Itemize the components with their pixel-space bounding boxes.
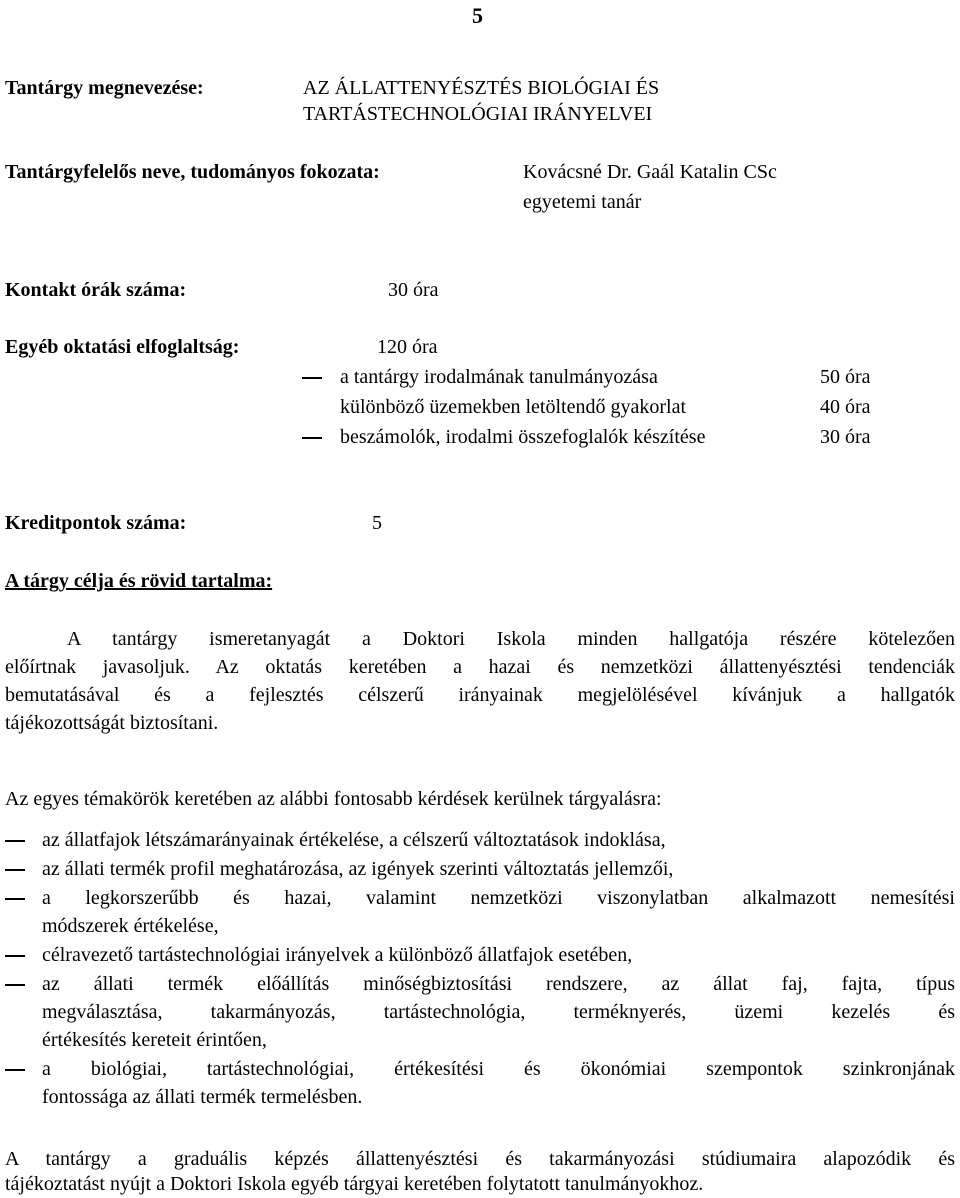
aim-heading: A tárgy célja és rövid tartalma: xyxy=(5,570,273,592)
dash-icon xyxy=(302,377,322,379)
other-workload-label: Egyéb oktatási elfoglaltság: xyxy=(5,336,240,358)
closing-line: tájékoztatást nyújt a Doktori Iskola egyéb tárgyai keretében folytatott tanulmányokhoz. xyxy=(5,1173,704,1195)
workload-item-hours: 30 óra xyxy=(820,426,871,448)
topic-bullet-line: az állati termék előállítás minőségbiztosítási rendszere, az állat faj, fajta, típus xyxy=(42,973,955,995)
topic-bullet-line: a biológiai, tartástechnológiai, értékesítési és ökonómiai szempontok szinkronjának xyxy=(42,1058,955,1080)
topic-bullet-line: célravezető tartástechnológiai irányelvek a különböző állatfajok esetében, xyxy=(42,944,633,966)
closing-line: A tantárgy a graduális képzés állattenyésztési és takarmányozási stúdiumaira alapozódik és xyxy=(5,1148,955,1170)
responsible-name: Kovácsné Dr. Gaál Katalin CSc xyxy=(523,161,777,183)
topic-bullet-line: megválasztása, takarmányozás, tartástechnológia, terméknyerés, üzemi kezelés és xyxy=(42,1001,955,1023)
credits-value: 5 xyxy=(372,512,382,534)
topic-bullet-line: a legkorszerűbb és hazai, valamint nemzetközi viszonylatban alkalmazott nemesítési xyxy=(42,887,955,909)
topic-bullet-line: módszerek értékelése, xyxy=(42,915,219,937)
responsible-position: egyetemi tanár xyxy=(523,191,642,213)
workload-item-hours: 50 óra xyxy=(820,366,871,388)
dash-icon xyxy=(5,1069,25,1071)
aim-paragraph-line: A tantárgy ismeretanyagát a Doktori Iskola minden hallgatója részére kötelezően xyxy=(67,628,955,650)
topic-bullet-line: fontossága az állati termék termelésben. xyxy=(42,1086,363,1108)
page-number: 5 xyxy=(472,3,483,28)
dash-icon xyxy=(5,984,25,986)
subject-title-line1: AZ ÁLLATTENYÉSZTÉS BIOLÓGIAI ÉS xyxy=(303,77,660,99)
contact-hours-value: 30 óra xyxy=(388,279,439,301)
workload-item-text: különböző üzemekben letöltendő gyakorlat xyxy=(340,396,687,418)
workload-item-text: a tantárgy irodalmának tanulmányozása xyxy=(340,366,658,388)
contact-hours-label: Kontakt órák száma: xyxy=(5,279,187,301)
topic-bullet-line: az állati termék profil meghatározása, az igények szerinti változtatás jellemzői, xyxy=(42,858,674,880)
subject-title-line2: TARTÁSTECHNOLÓGIAI IRÁNYELVEI xyxy=(303,103,653,125)
aim-paragraph-line: tájékozottságát biztosítani. xyxy=(5,712,219,734)
dash-icon xyxy=(5,955,25,957)
dash-icon xyxy=(5,840,25,842)
workload-item-hours: 40 óra xyxy=(820,396,871,418)
aim-paragraph-line: előírtnak javasoljuk. Az oktatás keretében a hazai és nemzetközi állattenyésztési tendenciák xyxy=(5,656,955,678)
dash-icon xyxy=(302,437,322,439)
responsible-label: Tantárgyfelelős neve, tudományos fokozata: xyxy=(5,161,380,183)
subject-label: Tantárgy megnevezése: xyxy=(5,77,204,99)
topic-bullet-line: értékesítés kereteit érintően, xyxy=(42,1029,267,1051)
aim-paragraph-line: bemutatásával és a fejlesztés célszerű irányainak megjelölésével kívánjuk a hallgatók xyxy=(5,684,955,706)
credits-label: Kreditpontok száma: xyxy=(5,512,187,534)
topics-intro: Az egyes témakörök keretében az alábbi fontosabb kérdések kerülnek tárgyalásra: xyxy=(5,788,662,810)
dash-icon xyxy=(5,898,25,900)
workload-item-text: beszámolók, irodalmi összefoglalók készítése xyxy=(340,426,706,448)
other-workload-value: 120 óra xyxy=(377,336,438,358)
dash-icon xyxy=(5,869,25,871)
topic-bullet-line: az állatfajok létszámarányainak értékelése, a célszerű változtatások indoklása, xyxy=(42,829,666,851)
